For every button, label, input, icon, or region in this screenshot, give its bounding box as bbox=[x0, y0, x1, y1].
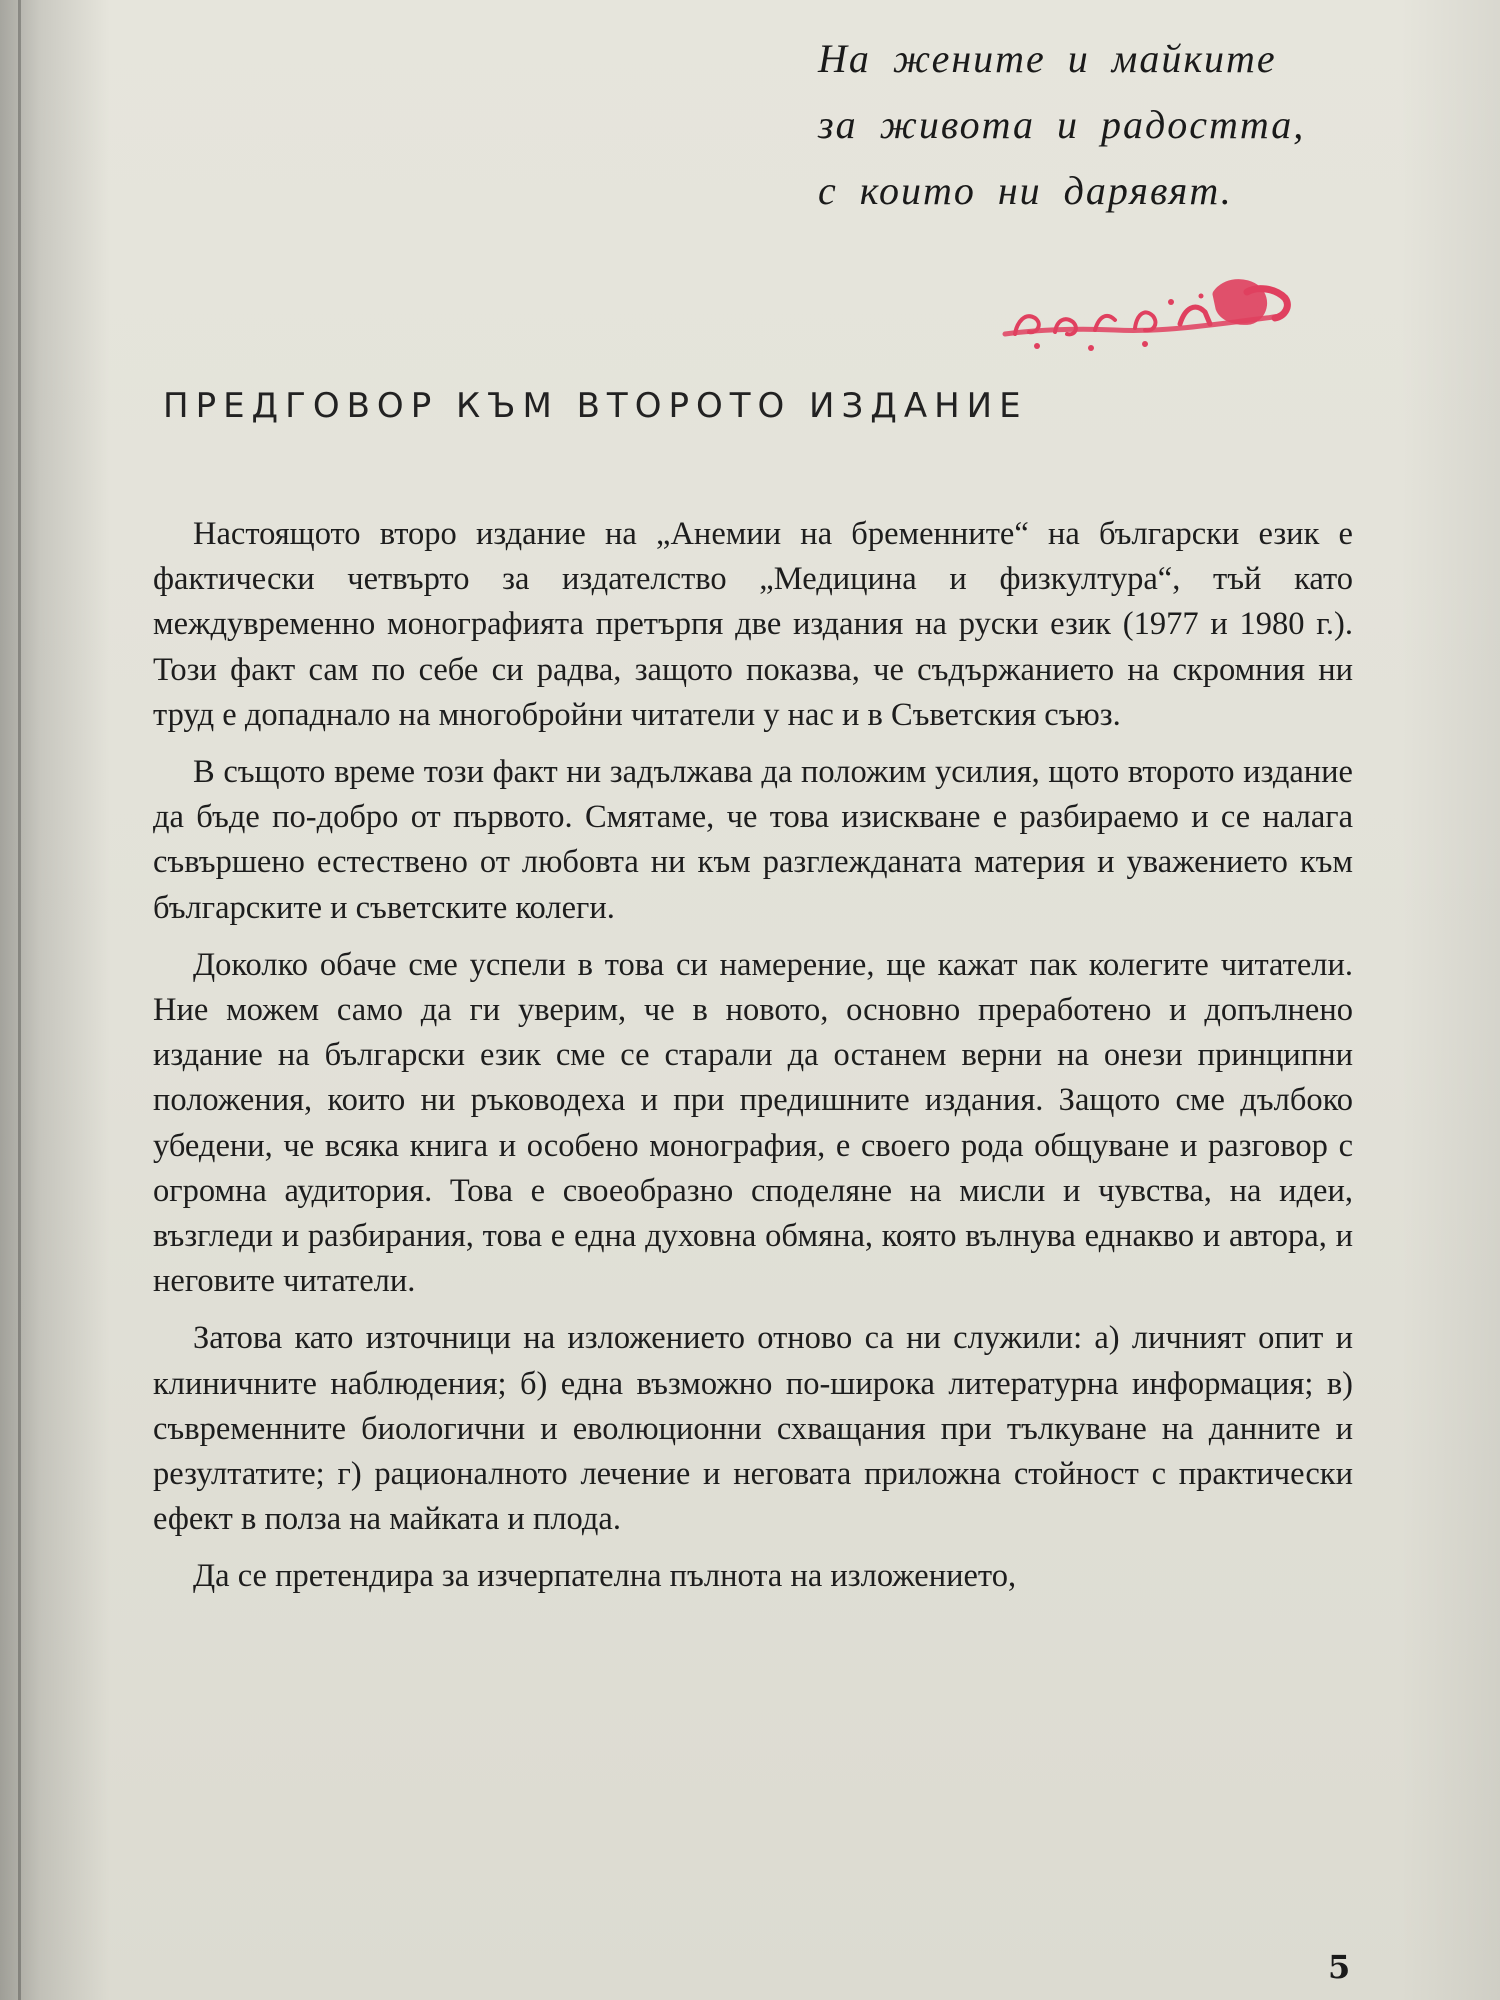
dedication-line: с които ни дарявят. bbox=[818, 168, 1233, 213]
paragraph: Настоящото второ издание на „Анемии на бременните“ на български език е фактически четвърто за издателство „Медицина и физкултура“, тъй като междувременно монографията претърпя две издания на руски език (1977 и 1980 г.). Този факт сам по себе си радва, защото показва, че съдържанието на скромния ни труд е допаднало на многобройни читатели у нас и в Съветския съюз. bbox=[153, 516, 1353, 733]
paragraph: Да се претендира за изчерпателна пълнота на изложението, bbox=[193, 1558, 1017, 1595]
preface-body bbox=[153, 512, 1353, 1600]
dedication-line: за живота и радостта, bbox=[818, 102, 1306, 147]
handwritten-signature-stamp bbox=[995, 272, 1295, 362]
paragraph: Доколко обаче сме успели в това си намерение, ще кажат пак колегите читатели. Ние можем само да ги уверим, че в новото, основно преработено и допълнено издание на български език сме се старали да останем верни на онези принципни положения, които ни ръководеха и при предишните издания. Защото сме дълбоко убедени, че всяка книга и особено монография, е своего рода общуване и разговор с огромна аудитория. Това е своеобразно споделяне на мисли и чувства, на идеи, възгледи и разбирания, това е една духовна обмяна, която вълнува еднакво и автора, и неговите читатели. bbox=[153, 946, 1353, 1300]
section-heading: ПРЕДГОВОР КЪМ ВТОРОТО ИЗДАНИЕ bbox=[163, 386, 1028, 426]
book-gutter bbox=[18, 0, 21, 2000]
page-number: 5 bbox=[1328, 1948, 1351, 1986]
dedication bbox=[818, 26, 1378, 224]
paragraph: Затова като източници на изложението отново са ни служили: а) личният опит и клиничните наблюдения; б) една възможно по-широка литературна информация; в) съвременните биологични и еволюционни схващания при тълкуване на данните и резултатите; г) рационалното лечение и неговата приложна стойност с практически ефект в полза на майката и плода. bbox=[153, 1320, 1353, 1538]
paragraph: В същото време този факт ни задължава да положим усилия, щото второто издание да бъде по-добро от първото. Смятаме, че това изискване е разбираемо и се налага съвършено естествено от любовта ни към разглежданата материя и уважението към българските и съветските колеги. bbox=[153, 754, 1353, 926]
dedication-line: На жените и майките bbox=[818, 36, 1277, 81]
